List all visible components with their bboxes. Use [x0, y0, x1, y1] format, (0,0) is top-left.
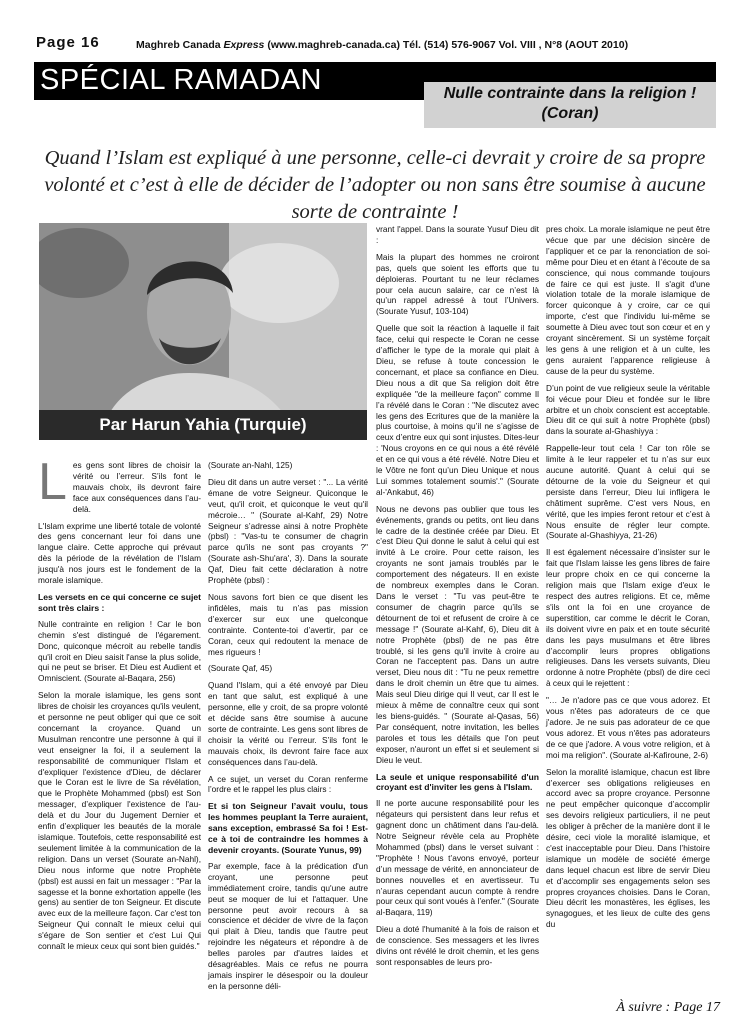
- paragraph: pres choix. La morale islamique ne peut être vécue que par une décision sincère de l’appliquer et ce par la renonciation de soi-même pour Dieu et en étant à l’écoute de sa conscience, qui nous commande toujours de faire ce qui est juste. Il s'agit d'une violation totale de la morale islamique de forcer quiconque à y croire, car ce qui importe, c'est que l'individu lui-même se soumette à Dieu avec tout son cœur et en y croyant sincèrement. Si un système forçait les gens à une religion et à un culte, les gens auraient l’apparence religieuse à cause de la peur du système.: [546, 224, 710, 376]
- paragraph: Mais la plupart des hommes ne croiront pas, quels que soient les efforts que tu déploieras. Pourtant tu ne leur réclames pour cela aucun salaire, car ce n’est là qu’un rappel adressé à tout l’Univers. (Sourate Yusuf, 103-104): [376, 251, 539, 317]
- subheading: Et si ton Seigneur l’avait voulu, tous les hommes peuplant la Terre auraient, sans exception, embrassé Sa foi ! Est-ce à toi de contraindre les hommes à devenir croyants. (Sourate Yunus, 99): [208, 801, 368, 855]
- author-photo: [39, 223, 367, 440]
- pull-quote: Quand l’Islam est expliqué à une personne, celle-ci devrait y croire de sa propre volonté et c’est à elle de décider de l’adopter ou non sans être soumise à aucune sorte de contrainte !: [44, 147, 706, 223]
- paragraph: Nulle contrainte en religion ! Car le bon chemin s'est distingué de l'égarement. Donc, quiconque mécroit au rebelle tandis qu'il croit en Dieu saisit l'anse la plus solide, qui ne peut se briser. Et Dieu est Audient et Omniscient. (Sourate al-Baqara, 256): [38, 618, 201, 684]
- paragraph: Par exemple, face à la prédication d'un croyant, une personne peut immédiatement croire, tandis qu'une autre peut se moquer de lui et l'attaquer. Une personne peut avoir recours à sa conscience et décider de vivre de la façon qui plait à Dieu, tandis que l'autre peut rejoindre les négateurs et répondre à de belles paroles par d'autres laides et désagréables. Mais ce refus ne pourra jamais inspirer le désespoir ou la douleur en la personne déli-: [208, 860, 368, 991]
- paragraph: (Sourate an-Nahl, 125): [208, 460, 293, 470]
- subheading: La seule et unique responsabilité d'un croyant est d'inviter les gens à l'Islam.: [376, 771, 539, 793]
- masthead: [136, 39, 628, 51]
- page-number: Page 16: [36, 34, 100, 51]
- paragraph: A ce sujet, un verset du Coran renferme l’ordre et le rappel les plus clairs :: [208, 773, 368, 795]
- paragraph: Quand l'Islam, qui a été envoyé par Dieu en tant que salut, est expliqué à une personne, elle y croit, de sa propre volonté et décide sans être soumise à aucune sorte de contrainte. Les gens sont libres de choisir la vérité ou l’erreur. S’ils font le mauvais choix, ils devront faire face aux conséquences dans l’au-delà.: [208, 680, 368, 767]
- paragraph: Il ne porte aucune responsabilité pour les négateurs qui persistent dans leur refus et gagnent donc un châtiment dans l'au-delà. Notre Seigneur révèle cela au Prophète Mohammed (pbsl) dans le verset suivant : "Prophète ! Nous t’avons envoyé, porteur d’un message de vérité, en annonciateur de bonnes nouvelles et en avertisseur. Tu n’auras cependant aucun compte à rendre pour ceux qui sont voués à l’enfer." (Sourate al-Baqara, 119): [376, 798, 539, 918]
- continued-link[interactable]: À suivre : Page 17: [616, 1000, 720, 1015]
- paragraph: Nous savons fort bien ce que disent les infidèles, mais tu n’as pas mission d’exercer sur eux une quelconque contrainte. Contente-toi d’avertir, par ce Coran, ceux qui redoutent la menace de mes rigueurs !: [208, 591, 368, 657]
- paragraph: Rappelle-leur tout cela ! Car ton rôle se limite à le leur rappeler et tu n’as sur eux aucune autorité. Quant à celui qui se détourne de la voie du Seigneur et qui persiste dans l’erreur, Dieu lui infligera le châtiment suprême. C’est vers Nous, en vérité, que les impies feront retour et c’est à Nous ensuite de régler leur compte. (Sourate al-Ghashiyya, 21-26): [546, 443, 710, 541]
- paragraph: (Sourate Qaf, 45): [208, 663, 273, 674]
- column-2: [208, 460, 368, 998]
- paragraph: Dieu a doté l'humanité à la fois de raison et de conscience. Ses messagers et les livres divins ont révélé le droit chemin, et les gens sont responsables de leurs pro-: [376, 924, 539, 967]
- column-4: [546, 224, 710, 936]
- section-title: SPÉCIAL RAMADAN: [40, 64, 322, 96]
- dropcap: L: [38, 453, 67, 511]
- paragraph: L'Islam exprime une liberté totale de volonté des gens concernant leur foi dans une langue claire. Cette approche qui prévaut dès la période de la révélation de l'Islam jusqu'à nos jours est le fondement de la morale islamique.: [38, 520, 201, 586]
- subheading: Les versets en ce qui concerne ce sujet sont très clairs :: [38, 591, 201, 613]
- page-header: [36, 34, 726, 54]
- column-3: [376, 224, 539, 974]
- paragraph: vrant l'appel. Dans la sourate Yusuf Dieu dit :: [376, 224, 539, 245]
- paragraph: Quelle que soit la réaction à laquelle il fait face, celui qui respecte le Coran ne cesse d’afficher le type de la morale qui plait à Dieu, se refuse à toute concession le concernant, et place sa confiance en Dieu. Dieu nous a dit que Sa religion doit être expliquée "de la meilleure façon" comme Il l’a révélé dans le Coran : "Ne discutez avec les gens des Ecritures que de la manière la plus courtoise, à moins qu’il ne s’agisse de ceux d’entre eux qui sont injustes. Dites-leur : 'Nous croyons en ce qui nous a été révélé et en ce qui vous a été révélé. Notre Dieu et le Vôtre ne font qu’un Dieu Unique et nous Lui sommes totalement soumis'." (Sourate al-'Ankabut, 46): [376, 323, 539, 497]
- paragraph: Selon la moralité islamique, chacun est libre d’exercer ses obligations religieuses en accord avec sa propre croyance. Personne ne peut empêcher quiconque d’accomplir ses devoirs religieux particuliers, il ne peut les obliger à prêcher de la manière dont il le désire, ceci viole la moralité islamique, et c'est inacceptable pour Dieu. Dans l’histoire islamique un modèle de société émerge dans lequel chacun est libre de servir Dieu et d’accomplir ses engagements selon ses propres croyances choisies. Dans le Coran, Dieu décrit les monastères, les églises, les synagogues, et les lieux de culte des gens du: [546, 766, 710, 930]
- paragraph: Il est également nécessaire d’insister sur le fait que l'Islam laisse les gens libres de faire leur propre choix en ce qui concerne la religion mais que l'Islam exige d'eux le respect des autres religions. Et ce, même s'ils ont la foi en une croyance de superstition, car comme le décrit le Coran, ils doivent vivre en paix et en toute sécurité dans les pays musulmans et être libres d’accomplir leurs propres obligations religieuses. Dans les versets suivants, Dieu ordonne à notre Prophète (pbsl) de dire ceci à ceux qui le rejettent :: [546, 547, 710, 689]
- photo-caption: Par Harun Yahia (Turquie): [39, 410, 367, 440]
- paragraph: Dieu dit dans un autre verset : "... La vérité émane de votre Seigneur. Quiconque le veut, qu'il croit, et quiconque le veut qu'il mécroie… " (Sourate al-Kahf, 29) Notre Seigneur s’adresse ainsi à notre Prophète (pbsl) : "Vas-tu te consumer de chagrin parce qu'ils ne sont pas croyants ?" (Sourate ash-Shu'ara', 3). Dans la sourate Qaf, Dieu fait cette déclaration à notre Prophète (pbsl) :: [208, 476, 368, 586]
- column-1: [38, 453, 201, 958]
- paragraph: es gens sont libres de choisir la vérité ou l’erreur. S’ils font le mauvais choix, ils devront faire face aux conséquences dans l’au-delà.: [72, 460, 201, 514]
- masthead-prefix: Maghreb Canada: [136, 39, 224, 51]
- masthead-rest: (www.maghreb-canada.ca) Tél. (514) 576-9067 Vol. VIII , N°8 (AOUT 2010): [264, 39, 629, 51]
- portrait-illustration: [39, 223, 367, 440]
- masthead-express: Express: [223, 39, 265, 51]
- paragraph: "… Je n'adore pas ce que vous adorez. Et vous n'êtes pas adorateurs de ce que j'adore. Je ne suis pas adorateur de ce que vous adorez. Et vous n'êtes pas adorateurs de ce que j'adore. A vous votre religion, et à moi ma religion". (Sourate al-Kafiroune, 2-6): [546, 695, 710, 760]
- paragraph: Selon la morale islamique, les gens sont libres de choisir les croyances qu'ils veulent, et personne ne peut obliger qui que ce soit concernant la croyance. Quand un Musulman rencontre une personne à qui il veut enseigner la foi, il a seulement la responsabilité de communiquer l'Islam et d'expliquer l'existence d'Dieu, de déclarer que le Coran est le livre de Sa révélation, que le Prophète Mohammed (pbsl) est Son messager, d’expliquer l'existence de l'au-delà et du Jour du Jugement Dernier et enfin d’expliquer les beautés de la morale islamique. Toutefois, cette responsabilité est seulement limitée à la communication de la religion. Dans un verset (Sourate an-Nahl), Dieu nous informe que notre Prophète (pbsl) est aussi en fait un messager : "Par la sagesse et la bonne exhortation appelle (les gens) au sentier de ton Seigneur. Et discute avec eux de la meilleure façon. Car c'est ton Seigneur Qui connaît le mieux celui qui s'égare de Son sentier et c'est Lui Qui connaît le mieux ceux qui sont bien guidés.": [38, 690, 201, 952]
- article-headline: Nulle contrainte dans la religion ! (Coran): [424, 82, 716, 128]
- paragraph: Nous ne devons pas oublier que tous les événements, grands ou petits, ont lieu dans le cadre de la destinée créée par Dieu. Et c’est Dieu Qui donne le salut à celui qui est invité à Le croire. Pour cette raison, les croyants ne sont jamais troublés par le comportement des négateurs. Il en existe de nombreux exemples dans le Coran. Dans le verset : "Tu vas peut-être te consumer de chagrin parce qu’ils se détournent de toi et refusent de croire à ce message !" (Sourate al-Kahf, 6), Dieu dit à notre Prophète (pbsl) de ne pas être troublé, si les gens qu'il invite à croire au Coran ne l'acceptent pas. Dans un autre verset, Dieu nous dit : "Tu ne peux remettre dans le droit chemin un être que tu aimes. Mais seul Dieu dirige qui Il veut, car Il est le mieux à même de connaître ceux qui sont les biens-guidés. " (Sourate al-Qasas, 56) Par conséquent, notre invitation, les belles paroles et tous les détails que l'on peut exposer, n'auront un effet si et seulement si Dieu le veut.: [376, 503, 539, 765]
- paragraph: D’un point de vue religieux seule la véritable foi vécue pour Dieu et fondée sur le libre arbitre et un choix conscient est acceptable. Dieu dit ce qui suit à notre Prophète (pbsl) dans la sourate al-Ghashiyya :: [546, 382, 710, 437]
